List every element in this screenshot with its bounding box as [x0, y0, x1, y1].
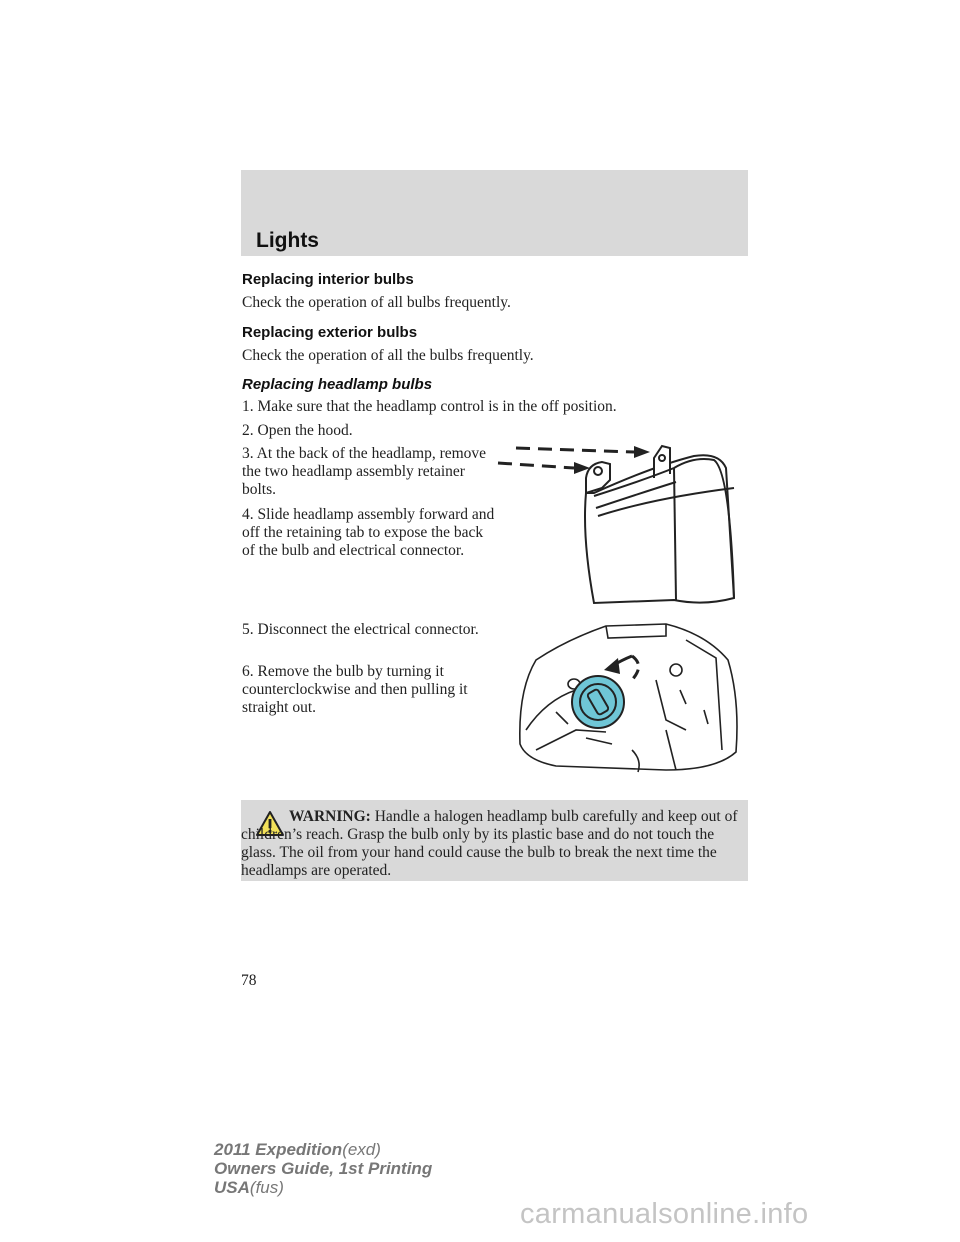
footer-market-code: (fus): [249, 1178, 284, 1197]
interior-bulbs-heading: Replacing interior bulbs: [242, 271, 414, 288]
exterior-bulbs-heading: Replacing exterior bulbs: [242, 324, 418, 341]
interior-bulbs-text: Check the operation of all bulbs frequently.: [242, 294, 511, 311]
document-footer: [214, 1140, 432, 1197]
step-6: 6. Remove the bulb by turning it counterclockwise and then pulling it straight out.: [242, 663, 468, 716]
headlamp-assembly-illustration: [494, 438, 740, 608]
step-5: 5. Disconnect the electrical connector.: [242, 621, 479, 638]
page-number: 78: [241, 972, 257, 989]
headlamp-bulb-removal-illustration: [516, 620, 742, 780]
warning-message: Handle a halogen headlamp bulb carefully and keep out of children’s reach. Grasp the bulb only by its plastic base and do not touch the glass. The oil from your hand could cause the bulb to break the next time the headlamps are operated.: [241, 808, 738, 879]
exterior-bulbs-text: Check the operation of all the bulbs frequently.: [242, 347, 534, 364]
footer-guide: Owners Guide, 1st Printing: [214, 1159, 433, 1178]
headlamp-bulbs-heading: Replacing headlamp bulbs: [242, 376, 433, 393]
footer-vehicle: 2011 Expedition: [214, 1140, 343, 1159]
step-2: 2. Open the hood.: [242, 422, 353, 439]
watermark: carmanualsonline.info: [520, 1198, 809, 1230]
footer-market: USA: [214, 1178, 250, 1197]
warning-box: [241, 800, 748, 881]
step-4: 4. Slide headlamp assembly forward and off the retaining tab to expose the back of the bulb and electrical connector.: [242, 506, 495, 559]
section-title: Lights: [256, 229, 319, 252]
step-3: 3. At the back of the headlamp, remove the two headlamp assembly retainer bolts.: [242, 445, 487, 498]
warning-label: WARNING:: [289, 808, 371, 825]
warning-text: [241, 808, 738, 880]
step-1: 1. Make sure that the headlamp control is in the off position.: [242, 398, 617, 415]
footer-vehicle-code: (exd): [342, 1140, 381, 1159]
